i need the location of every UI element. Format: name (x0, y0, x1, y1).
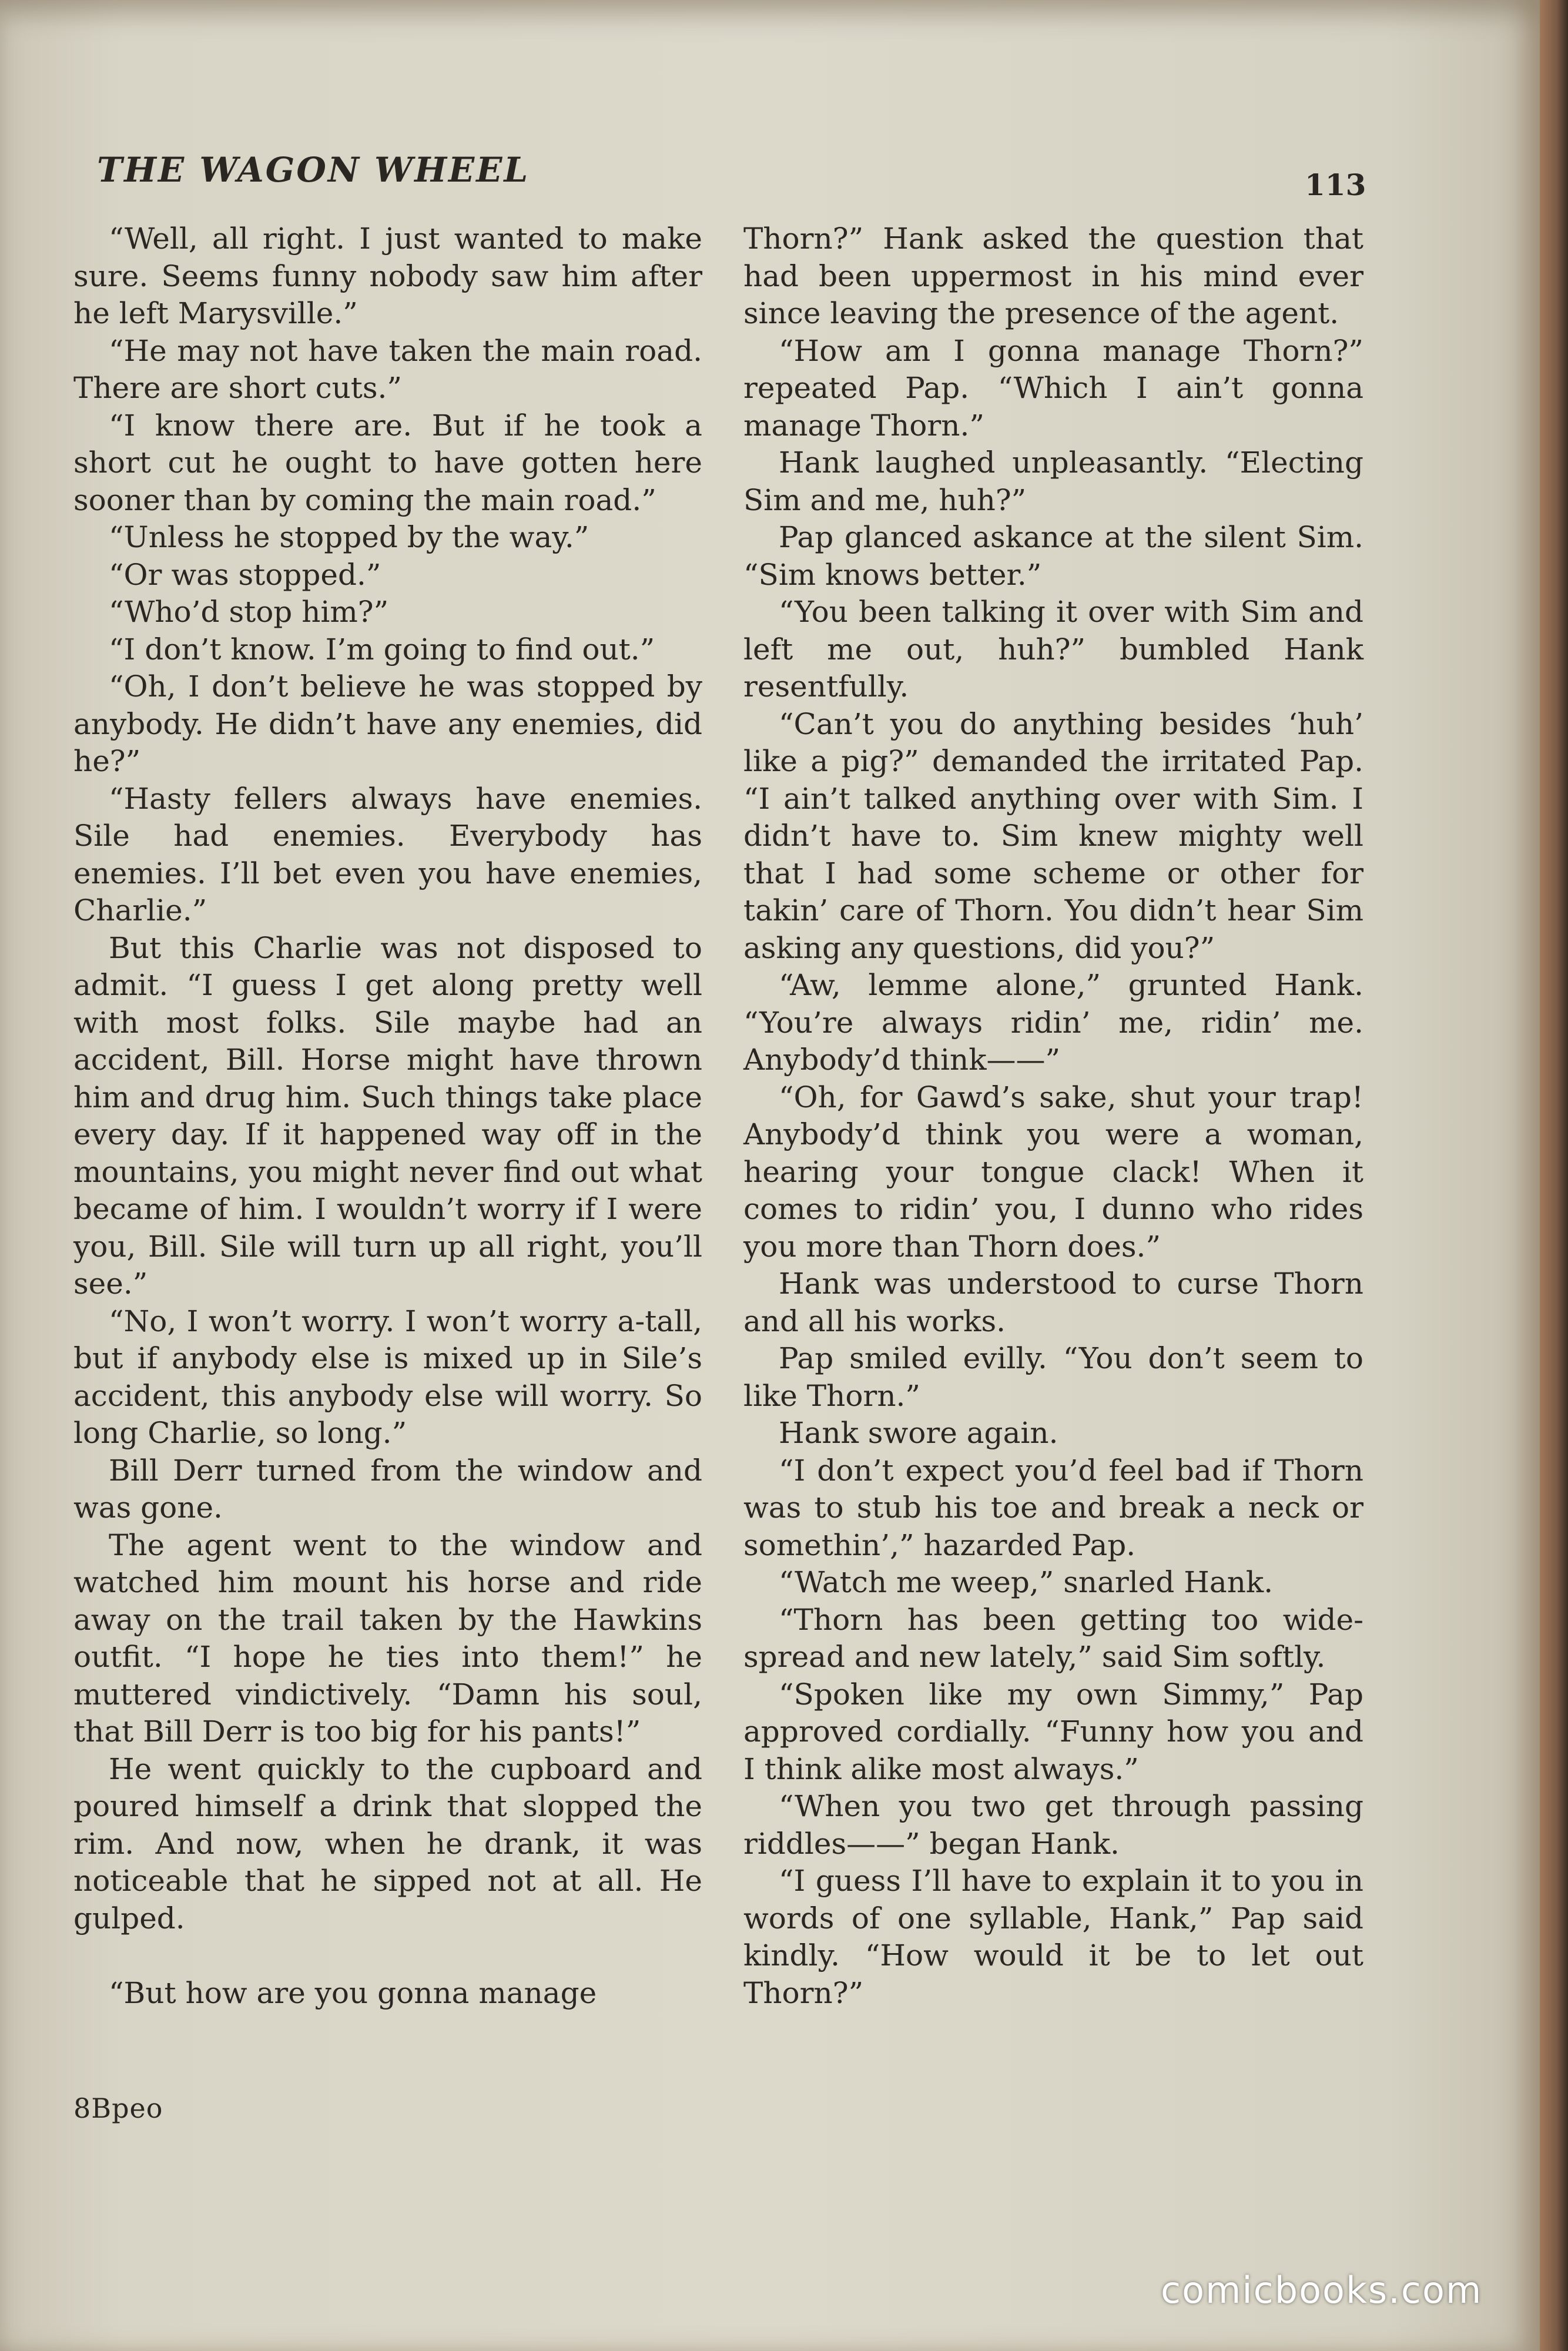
book-spine-edge (1540, 0, 1568, 2351)
paragraph: Thorn?” Hank asked the question that had been uppermost in his mind ever since leaving the presence of the agent. (743, 222, 1363, 330)
paragraph: Pap smiled evilly. “You don’t seem to like Thorn.” (743, 1341, 1363, 1413)
printer-signature-mark: 8Bpeo (73, 2092, 163, 2124)
paragraph: “When you two get through passing riddles——” began Hank. (743, 1789, 1363, 1861)
paragraph: “Unless he stopped by the way.” (109, 520, 589, 554)
paragraph: “I don’t expect you’d feel bad if Thorn was to stub his toe and break a neck or somethin’,” hazarded Pap. (743, 1453, 1363, 1562)
paragraph: “Oh, I don’t believe he was stopped by anybody. He didn’t have any enemies, did he?” (73, 669, 702, 778)
paragraph: “Spoken like my own Simmy,” Pap approved cordially. “Funny how you and I think alike most always.” (743, 1677, 1363, 1786)
paragraph: Bill Derr turned from the window and was gone. (73, 1453, 702, 1525)
right-column (743, 220, 1363, 2012)
paragraph: “Thorn has been getting too wide-spread and new lately,” said Sim softly. (743, 1602, 1363, 1674)
paragraph: Hank laughed unpleasantly. “Electing Sim and me, huh?” (743, 446, 1363, 517)
paragraph: “No, I won’t worry. I won’t worry a-tall, but if anybody else is mixed up in Sile’s accident, this anybody else will worry. So long Charlie, so long.” (73, 1304, 702, 1450)
paragraph: “Or was stopped.” (109, 557, 381, 592)
paragraph: “Hasty fellers always have enemies. Sile had enemies. Everybody has enemies. I’ll bet even you have enemies, Charlie.” (73, 781, 702, 927)
paragraph: But this Charlie was not disposed to admit. “I guess I get along pretty well with most folks. Sile maybe had an accident, Bill. Horse might have thrown him and drug him. Such things take place every day. If it happened way off in the mountains, you might never find out what became of him. I wouldn’t worry if I were you, Bill. Sile will turn up all right, you’ll see.” (73, 930, 702, 1301)
paragraph: “Aw, lemme alone,” grunted Hank. “You’re always ridin’ me, ridin’ me. Anybody’d think——” (743, 968, 1363, 1077)
paragraph: “I guess I’ll have to explain it to you in words of one syllable, Hank,” Pap said kindly. “How would it be to let out Thorn?” (743, 1864, 1363, 2010)
paragraph: “I know there are. But if he took a short cut he ought to have gotten here sooner than by coming the main road.” (73, 408, 702, 517)
paragraph: “You been talking it over with Sim and left me out, huh?” bumbled Hank resentfully. (743, 595, 1363, 704)
paragraph: He went quickly to the cupboard and poured himself a drink that slopped the rim. And now, when he drank, it was noticeable that he sipped not at all. He gulped. (73, 1751, 702, 1935)
paragraph: “Can’t you do anything besides ‘huh’ like a pig?” demanded the irritated Pap. “I ain’t talked anything over with Sim. I didn’t have to. Sim knew mighty well that I had some scheme or other for takin’ care of Thorn. You didn’t hear Sim asking any questions, did you?” (743, 706, 1363, 965)
page-number: 113 (1305, 168, 1366, 202)
paragraph: “He may not have taken the main road. There are short cuts.” (73, 333, 702, 405)
paragraph: Pap glanced askance at the silent Sim. “Sim knows better.” (743, 520, 1363, 592)
left-column (73, 220, 702, 2012)
paragraph: “Watch me weep,” snarled Hank. (779, 1565, 1274, 1599)
paragraph: Hank was understood to curse Thorn and all his works. (743, 1267, 1363, 1338)
paragraph: “I don’t know. I’m going to find out.” (109, 632, 655, 667)
watermark: comicbooks.com (1161, 2269, 1483, 2312)
paragraph: “Well, all right. I just wanted to make sure. Seems funny nobody saw him after he left Marysville.” (73, 222, 702, 330)
paragraph: “Oh, for Gawd’s sake, shut your trap! Anybody’d think you were a woman, hearing your tongue clack! When it comes to ridin’ you, I dunno who rides you more than Thorn does.” (743, 1080, 1363, 1264)
paragraph: “How am I gonna manage Thorn?” repeated Pap. “Which I ain’t gonna manage Thorn.” (743, 333, 1363, 443)
running-head: THE WAGON WHEEL (97, 150, 530, 190)
paragraph: “Who’d stop him?” (109, 595, 389, 629)
paragraph: Hank swore again. (779, 1416, 1058, 1450)
paragraph: “But how are you gonna manage (109, 1976, 597, 2010)
paragraph: The agent went to the window and watched him mount his horse and ride away on the trail taken by the Hawkins outfit. “I hope he ties into them!” he muttered vindictively. “Damn his soul, that Bill Derr is too big for his pants!” (73, 1528, 702, 1749)
